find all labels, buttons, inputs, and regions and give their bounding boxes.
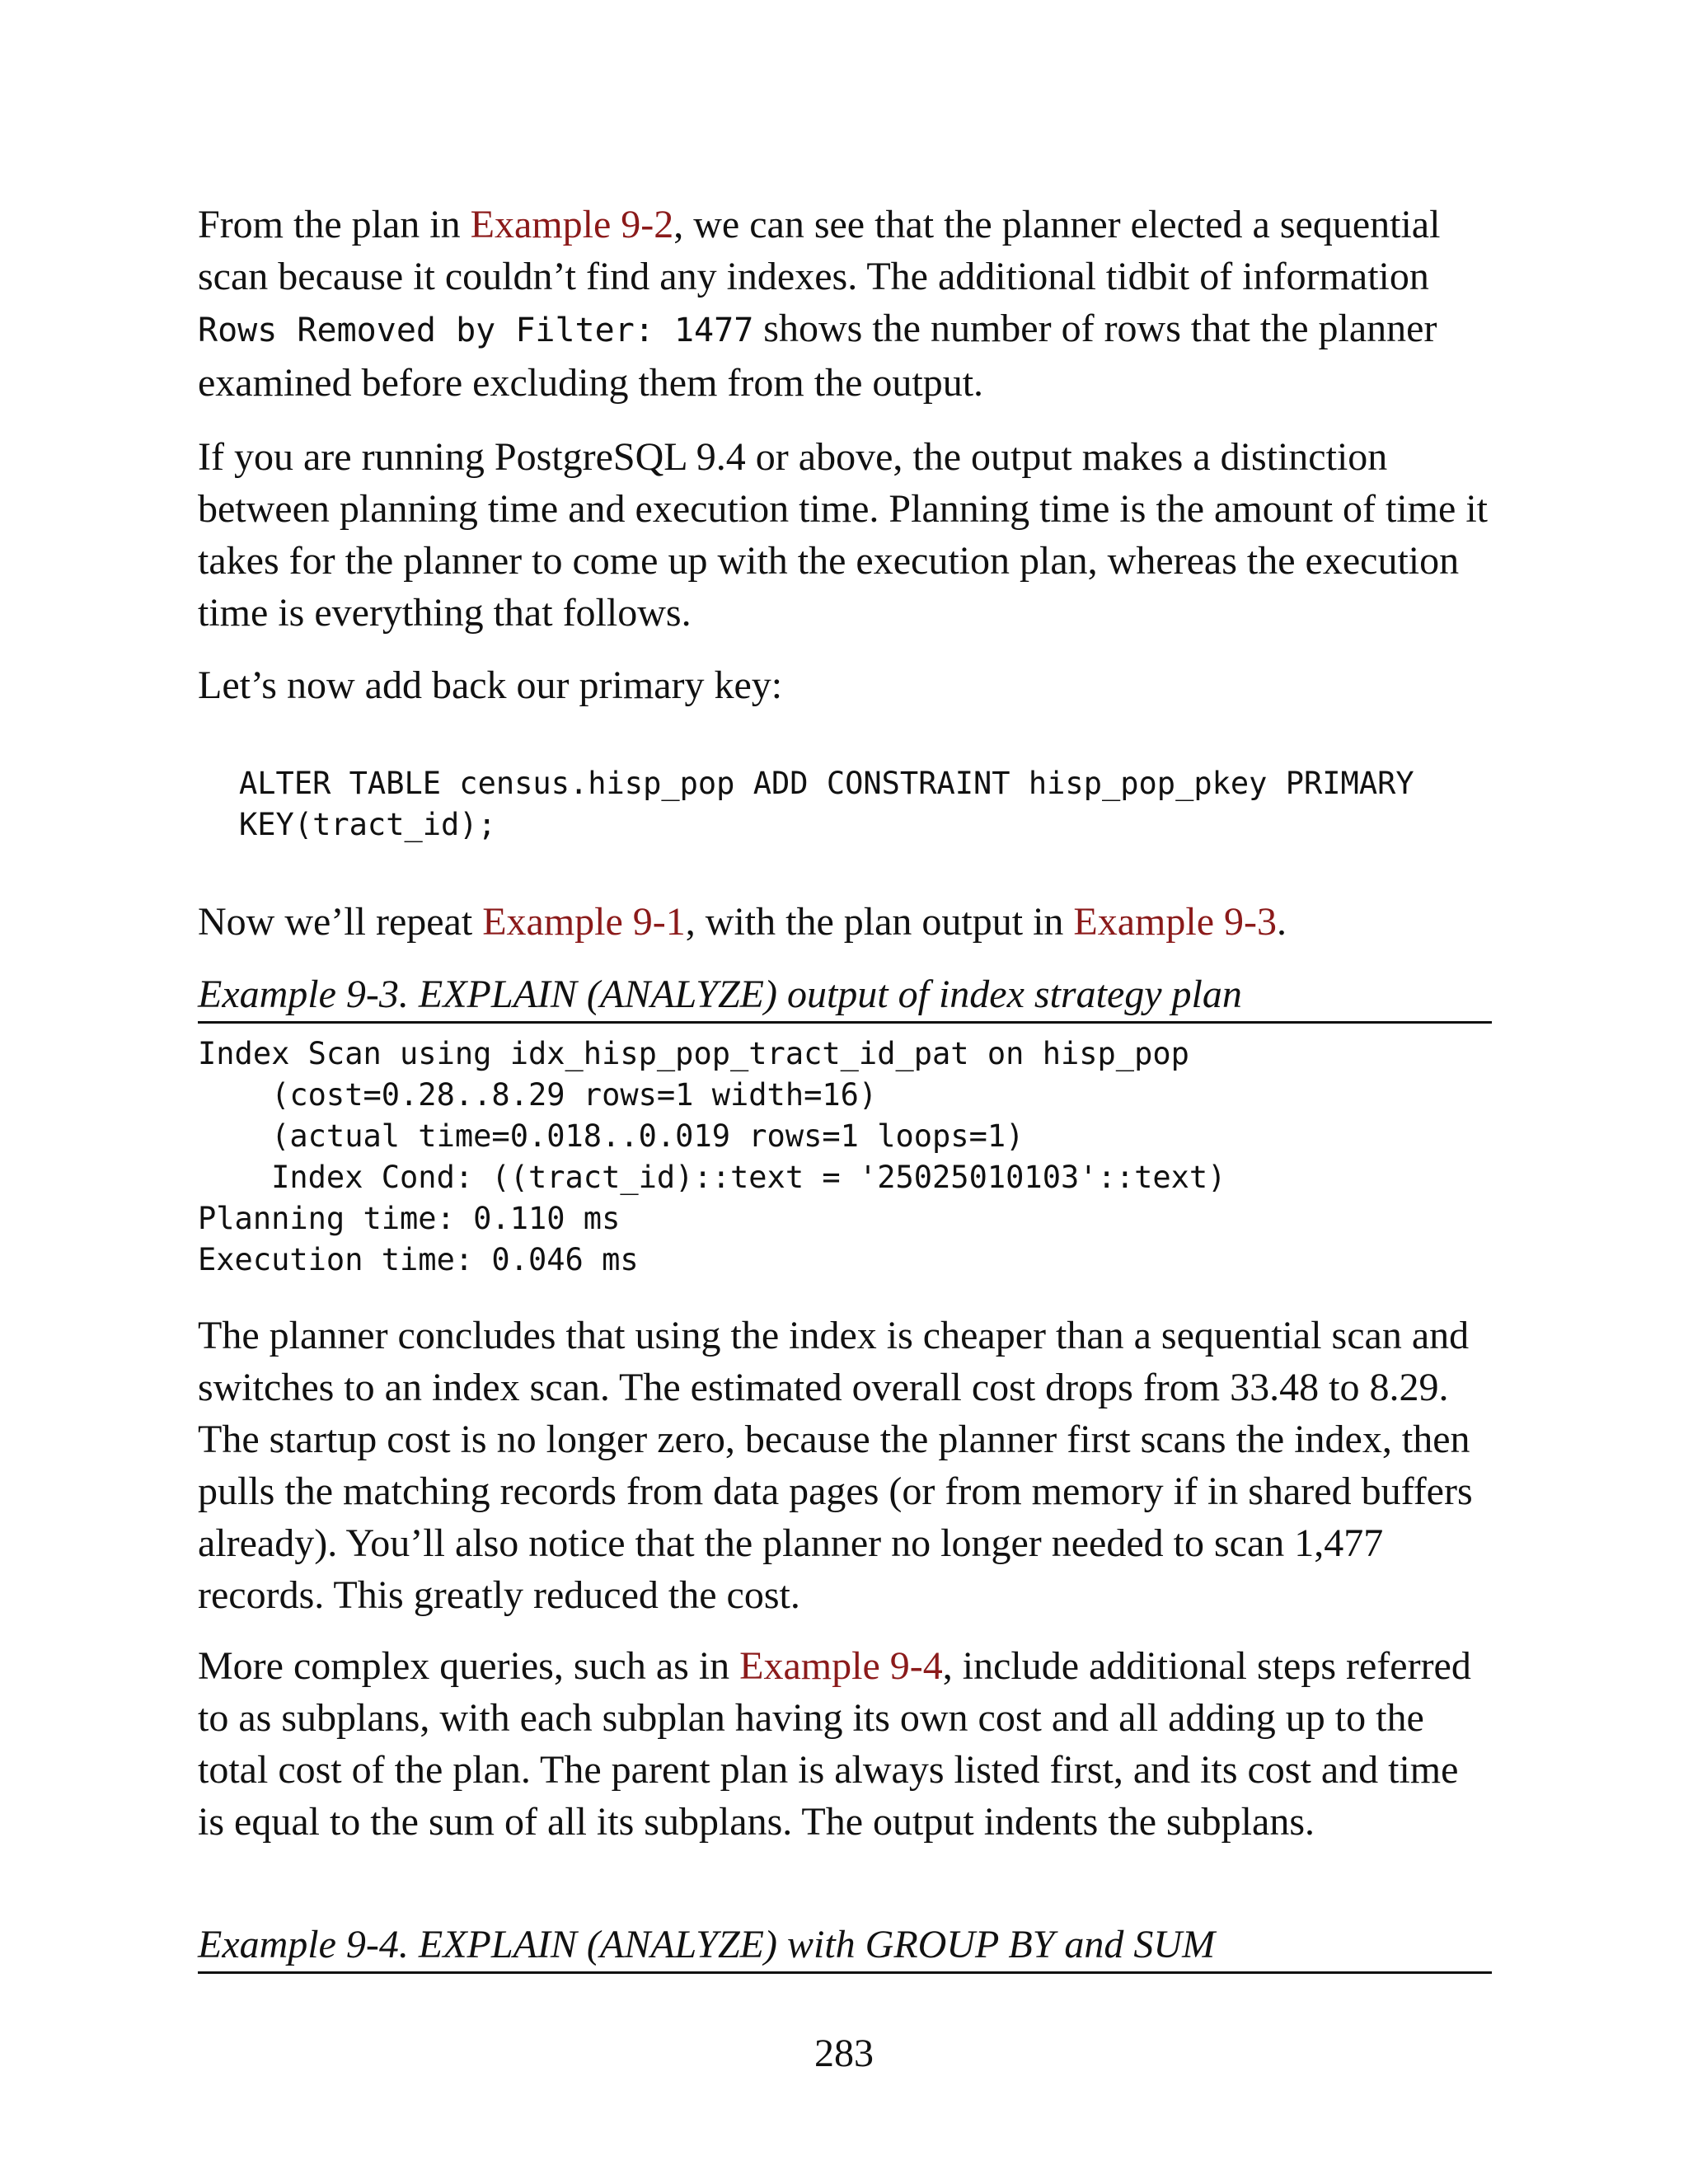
text-segment: , include additional steps referred to as subplans, with each subplan having its own cost and all adding up to the total cost of the plan. The parent plan is always listed first, and its cost and time is equal to the sum of all its subplans. The output indents the subplans. — [198, 1644, 1471, 1844]
paragraph-index-scan-cost: The planner concludes that using the index is cheaper than a sequential scan and switches to an index scan. The estimated overall cost drops from 33.48 to 8.29. The startup cost is no longer zero, because the planner first scans the index, then pulls the matching records from data pages (or from memory if in shared buffers already). You’ll also notice that the planner no longer needed to scan 1,477 records. This greatly reduced the cost. — [198, 1314, 1473, 1617]
text-segment: More complex queries, such as in — [198, 1644, 740, 1688]
paragraph-add-primary-key: Let’s now add back our primary key: — [198, 663, 783, 707]
page-number: 283 — [814, 2032, 874, 2075]
paragraph-plan-sequential-scan — [198, 199, 1492, 409]
link-example-9-1[interactable]: Example 9-1 — [482, 900, 686, 944]
paragraph-repeat-example — [198, 896, 1492, 948]
link-example-9-3[interactable]: Example 9-3 — [1073, 900, 1277, 944]
code-block-alter-table: ALTER TABLE census.hisp_pop ADD CONSTRAINT hisp_pop_pkey PRIMARY KEY(tract_id); — [239, 766, 1414, 842]
text-segment: , with the plan output in — [685, 900, 1074, 944]
link-example-9-2[interactable]: Example 9-2 — [470, 203, 674, 246]
paragraph-subplans — [198, 1640, 1492, 1848]
link-example-9-4[interactable]: Example 9-4 — [739, 1644, 943, 1688]
text-segment: shows the number of rows that the planner examined before excluding them from the output. — [198, 307, 1437, 405]
text-segment: , we can see that the planner elected a sequential scan because it couldn’t find any indexes. The additional tidbit of information — [198, 203, 1441, 298]
text-segment: From the plan in — [198, 203, 471, 246]
text-segment: Now we’ll repeat — [198, 900, 483, 944]
caption-example-9-4: Example 9-4. EXPLAIN (ANALYZE) with GROUP BY and SUM — [198, 1920, 1492, 1974]
code-block-example-9-3: Index Scan using idx_hisp_pop_tract_id_pat on hisp_pop (cost=0.28..8.29 rows=1 width=16) (actual time=0.018..0.019 rows=1 loops=1) Index Cond: ((tract_id)::text = '25025010103'::text) Planning time: 0.110 ms Execution time: 0.046 ms — [198, 1036, 1226, 1277]
paragraph-planning-time: If you are running PostgreSQL 9.4 or above, the output makes a distinction between planning time and execution time. Planning time is the amount of time it takes for the planner to come up with the execution plan, whereas the execution time is everything that follows. — [198, 435, 1488, 635]
text-segment: . — [1277, 900, 1287, 944]
caption-example-9-3: Example 9-3. EXPLAIN (ANALYZE) output of index strategy plan — [198, 970, 1492, 1024]
inline-code-rows-removed: Rows Removed by Filter: 1477 — [198, 312, 754, 349]
